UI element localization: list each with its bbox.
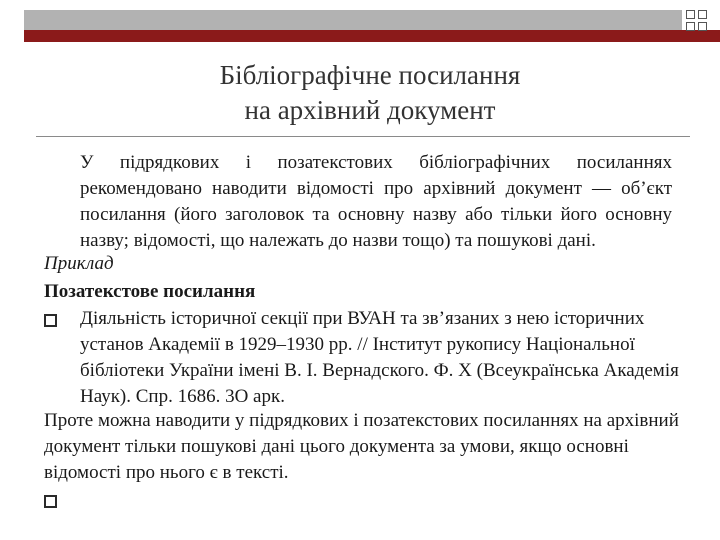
square-bullet-icon <box>44 495 57 508</box>
title-divider <box>36 136 690 137</box>
slide-title <box>110 58 630 128</box>
slide-title-line-1: Бібліографічне посилання <box>219 60 521 90</box>
square-bullet-icon <box>44 314 57 327</box>
header-red-bar <box>24 30 720 42</box>
intro-paragraph-rest: рекомендовано наводити відомості про архівний документ — об’єкт посилання (його заголовок та основну назву або тільки його основну назву; відомості, що належать до назви тощо) та пошукові дані. <box>80 178 672 251</box>
intro-paragraph <box>80 150 672 254</box>
intro-paragraph-first-line: У підрядкових і позатекстових бібліографічних посиланнях <box>80 152 672 173</box>
corner-square-icon <box>686 22 695 31</box>
corner-square-icon <box>698 10 707 19</box>
example-label: Приклад <box>44 253 114 274</box>
section-heading: Позатекстове посилання <box>44 281 256 302</box>
bullet-item-reference: Діяльність історичної секції при ВУАН та зв’язаних з нею історичних установ Академії в 1929–1930 рр. // Інститут рукопису Національної бібліотеки України імені В. І. Вернадского. Ф. Х (Всеукраїнська Академія Наук). Спр. 1686. 3О арк. <box>80 308 679 407</box>
corner-square-icon <box>698 22 707 31</box>
corner-square-icon <box>686 10 695 19</box>
header-grey-bar <box>24 10 682 30</box>
slide-title-line-2: на архівний документ <box>244 95 496 125</box>
corner-squares-decoration <box>686 10 708 32</box>
outro-paragraph: Проте можна наводити у підрядкових і позатекстових посиланнях на архівний документ тільки пошукові дані цього документа за умови, якщо основні відомості про нього є в тексті. <box>44 410 679 483</box>
